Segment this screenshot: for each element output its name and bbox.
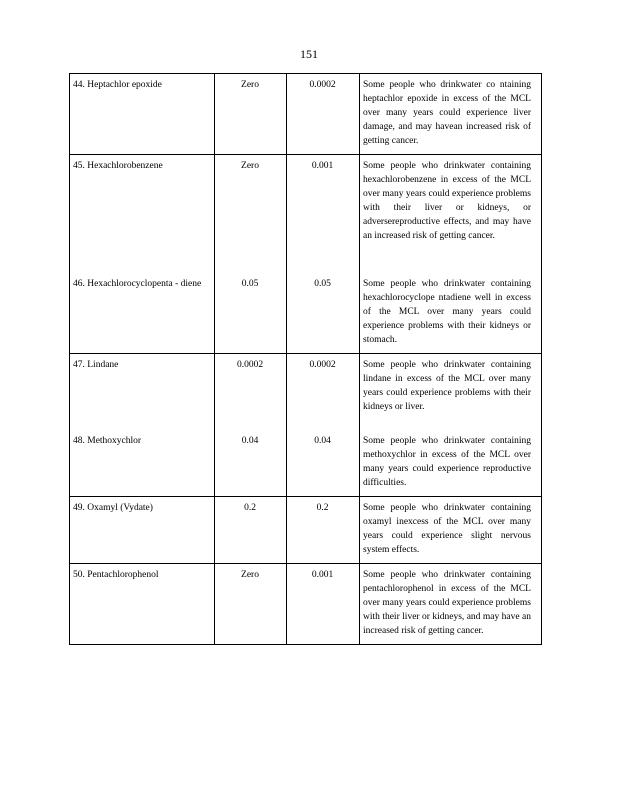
mclg-value: Zero: [241, 570, 259, 580]
contaminant-name: 49. Oxamyl (Vydate): [73, 503, 153, 513]
health-effects-cell: [360, 354, 542, 497]
mclg-value: 0.2: [244, 503, 256, 513]
mclg-value: Zero: [241, 80, 259, 90]
health-effect-text: Some people who drinkwater co ntaining heptachlor epoxide in excess of the MCL over many years could experience liver damage, and may havean increased risk of getting cancer.: [363, 80, 531, 146]
health-effect-text: Some people who drinkwater containing hexachlorocyclope ntadiene well in excess of the MCL over many years could experience problems with their kidneys or stomach.: [363, 279, 531, 345]
health-effects-cell: [360, 74, 542, 155]
mclg-cell: [215, 155, 287, 354]
contaminant-table: [69, 73, 542, 645]
contaminant-name: 50. Pentachlorophenol: [73, 570, 159, 580]
mclg-cell: [215, 74, 287, 155]
health-effect-text: Some people who drinkwater containing methoxychlor in excess of the MCL over many years could experience reproductive difficulties.: [363, 436, 531, 488]
contaminant-name-cell: [70, 155, 215, 354]
contaminant-name: 44. Heptachlor epoxide: [73, 80, 162, 90]
health-effects-cell: [360, 564, 542, 645]
contaminant-name: 45. Hexachlorobenzene: [73, 161, 163, 171]
mcl-cell: [287, 564, 360, 645]
mclg-cell: [215, 354, 287, 497]
page-number: 151: [300, 47, 318, 61]
mcl-cell: [287, 74, 360, 155]
health-effect-text: Some people who drinkwater containing oxamyl inexcess of the MCL over many years could experience slight nervous system effects.: [363, 503, 531, 555]
mcl-cell: [287, 354, 360, 497]
table-row: [70, 155, 542, 354]
health-effects-cell: [360, 155, 542, 354]
mcl-value: 0.05: [314, 279, 331, 289]
mclg-cell: [215, 497, 287, 564]
mclg-value: Zero: [241, 161, 259, 171]
table-row: [70, 564, 542, 645]
health-effect-text: Some people who drinkwater containing lindane in excess of the MCL over many years could experience problems with their kidneys or liver.: [363, 360, 531, 412]
contaminant-name-cell: [70, 497, 215, 564]
mcl-value: 0.2: [316, 503, 329, 513]
contaminant-name-cell: [70, 354, 215, 497]
mcl-cell: [287, 497, 360, 564]
mclg-value: 0.05: [241, 279, 259, 289]
mcl-value: 0.04: [314, 436, 331, 446]
mcl-cell: [287, 155, 360, 354]
mcl-value: 0.001: [311, 161, 334, 171]
contaminant-name: 47. Lindane: [73, 360, 119, 370]
mclg-value: 0.04: [241, 436, 259, 446]
mclg-cell: [215, 564, 287, 645]
contaminant-name: 46. Hexachlorocyclopenta - diene: [73, 279, 202, 289]
mcl-value: 0.0002: [309, 360, 336, 370]
mcl-value: 0.001: [311, 570, 334, 580]
health-effects-cell: [360, 497, 542, 564]
health-effect-text: Some people who drinkwater containing hexachlorobenzene in excess of the MCL over many years could experience problems with their liver or kidneys, or adversereproductive effects, and may have an increased risk of getting cancer.: [363, 161, 531, 241]
table-row: [70, 354, 542, 497]
contaminant-name-cell: [70, 564, 215, 645]
contaminant-name-cell: [70, 74, 215, 155]
table-row: [70, 497, 542, 564]
table-row: [70, 74, 542, 155]
mcl-value: 0.0002: [309, 80, 336, 90]
health-effect-text: Some people who drinkwater containing pentachlorophenol in excess of the MCL over many years could experience problems with their liver or kidneys, and may have an increased risk of getting cancer.: [363, 570, 531, 636]
contaminant-name: 48. Methoxychlor: [73, 436, 142, 446]
mclg-value: 0.0002: [236, 360, 264, 370]
